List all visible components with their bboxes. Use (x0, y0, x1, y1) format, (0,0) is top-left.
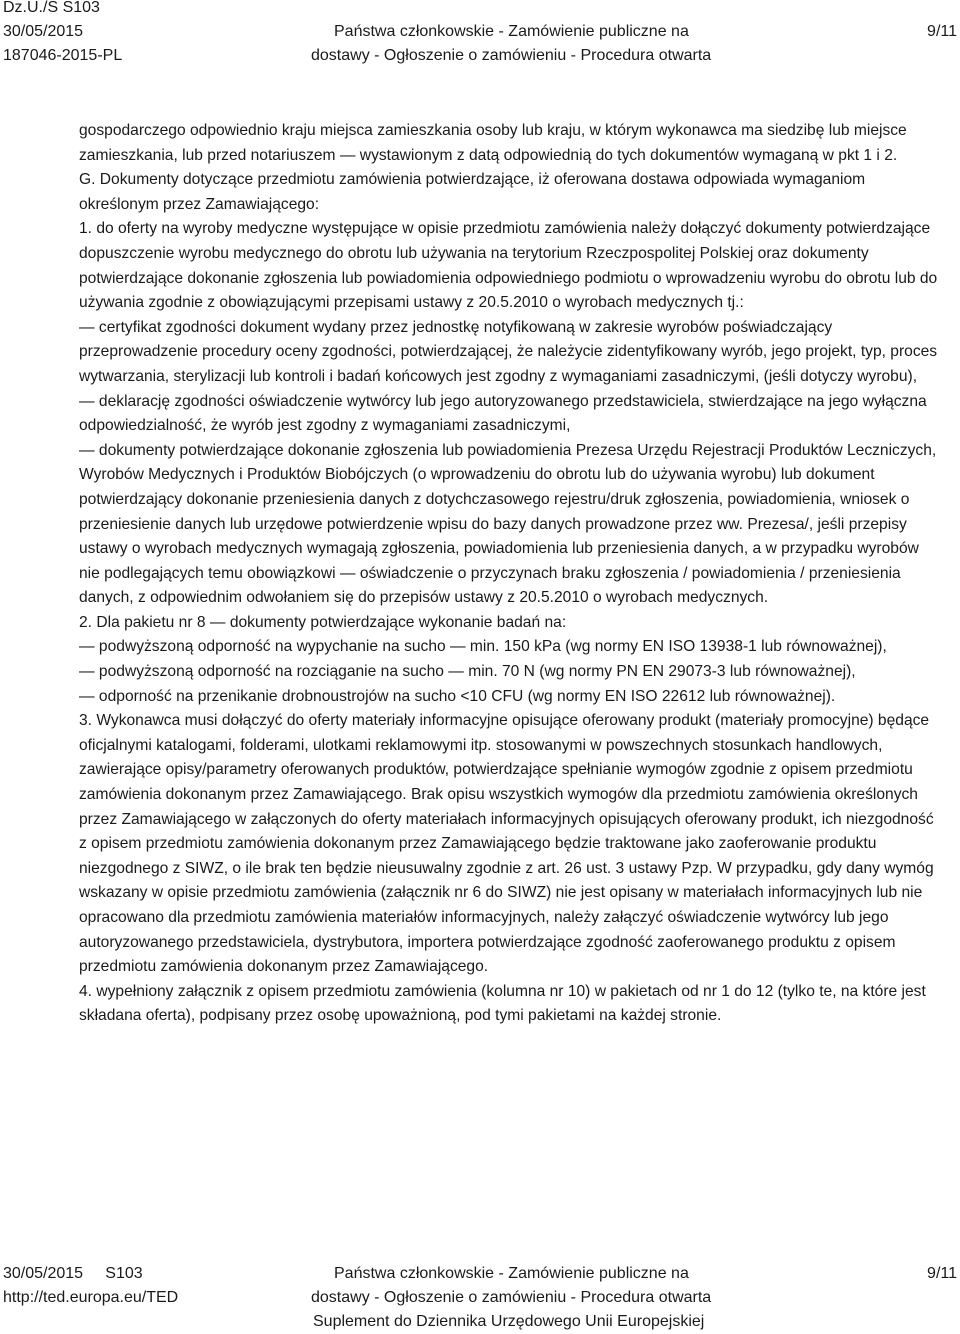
footer-title-line3: Suplement do Dziennika Urzędowego Unii Europejskiej (313, 1313, 705, 1330)
paragraph: — odporność na przenikanie drobnoustrojów na sucho <10 CFU (wg normy EN ISO 22612 lub równoważnej). (79, 687, 836, 705)
paragraph: 2. Dla pakietu nr 8 — dokumenty potwierdzające wykonanie badań na: (79, 613, 567, 631)
paragraph: — podwyższoną odporność na rozciąganie na sucho — min. 70 N (wg normy PN EN 29073-3 lub równoważnej), (79, 663, 856, 681)
footer-page-number: 9/11 (927, 1265, 957, 1282)
paragraph: — podwyższoną odporność na wypychanie na sucho — min. 150 kPa (wg normy EN ISO 13938-1 lub równoważnej), (79, 638, 887, 656)
paragraph: 3. Wykonawca musi dołączyć do oferty materiały informacyjne opisujące oferowany produkt (materiały promocyjne) będące oficjalnymi katalogami, folderami, ulotkami reklamowymi itp. stosowanymi w powszechnych stosunkach handlowych, zawierające opisy/parametry oferowanych produktów, potwierdzające spełnianie wymogów zgodnie z opisem przedmiotu zamówienia dokonanym przez Zamawiającego. Brak opisu wszystkich wymogów dla przedmiotu zamówienia określonych przez Zamawiającego w załączonych do oferty materiałach informacyjnych opisujących oferowany produkt, ich niezgodność z opisem przedmiotu zamówienia dokonanym przez Zamawiającego będzie traktowane jako zaoferowanie produktu niezgodnego z SIWZ, o ile brak ten będzie nieusuwalny zgodnie z art. 26 ust. 3 ustawy Pzp. W przypadku, gdy dany wymóg wskazany w opisie przedmiotu zamówienia (załącznik nr 6 do SIWZ) nie jest opisany w materiałach informacyjnych lub nie opracowano dla przedmiotu zamówienia materiałów informacyjnych, należy załączyć oświadczenie wytwórcy lub jego autoryzowanego przedstawiciela, dystrybutora, importera potwierdzające zgodność zaoferowanego produktu z opisem przedmiotu zamówienia dokonanym przez Zamawiającego. (79, 712, 934, 976)
footer-title-line1: Państwa członkowskie - Zamówienie publiczne na (334, 1265, 689, 1282)
paragraph: — deklarację zgodności oświadczenie wytwórcy lub jego autoryzowanego przedstawiciela, stwierdzające na jego wyłączna odpowiedzialność, że wyrób jest zgodny z wymaganiami zasadniczymi, (79, 392, 927, 435)
footer-url-link[interactable]: http://ted.europa.eu/TED (3, 1289, 179, 1306)
footer-date-section: 30/05/2015 S103 (3, 1265, 143, 1282)
paragraph: 1. do oferty na wyroby medyczne występujące w opisie przedmiotu zamówienia należy dołączyć dokumenty potwierdzające dopuszczenie wyrobu medycznego do obrotu lub używania na terytorium Rzeczpospolitej Polskiej oraz dokumenty potwierdzające dokonanie zgłoszenia lub powiadomienia odpowiedniego podmiotu o wprowadzeniu wyrobu do obrotu lub do używania zgodnie z obowiązującymi przepisami ustawy z 20.5.2010 o wyrobach medycznych tj.: (79, 220, 938, 312)
header-page-number: 9/11 (927, 23, 957, 40)
header-title-line1: Państwa członkowskie - Zamówienie publiczne na (334, 23, 689, 40)
header-ref: 187046-2015-PL (3, 47, 123, 64)
paragraph: gospodarczego odpowiednio kraju miejsca zamieszkania osoby lub kraju, w którym wykonawca ma siedzibę lub miejsce zamieszkania, lub przed notariuszem — wystawionym z datą odpowiednią do tych dokumentów wymaganą w pkt 1 i 2. (79, 122, 907, 164)
paragraph: — certyfikat zgodności dokument wydany przez jednostkę notyfikowaną w zakresie wyrobów poświadczający przeprowadzenie procedury oceny zgodności, potwierdzającej, że należycie zidentyfikowany wyrób, jego projekt, typ, proces wytwarzania, sterylizacji lub kontroli i badań końcowych jest zgodny z wymaganiami zasadniczymi, (jeśli dotyczy wyrobu), (79, 318, 938, 385)
paragraph: G. Dokumenty dotyczące przedmiotu zamówienia potwierdzające, iż oferowana dostawa odpowiada wymaganiom określonym przez Zamawiającego: (79, 171, 866, 213)
paragraph: — dokumenty potwierdzające dokonanie zgłoszenia lub powiadomienia Prezesa Urzędu Rejestracji Produktów Leczniczych, Wyrobów Medycznych i Produktów Biobójczych (o wprowadzeniu do obrotu lub do używania wyrobu) lub dokument potwierdzający dokonanie przeniesienia danych z dotychczasowego rejestru/druk zgłoszenia, powiadomienia, wniosek o przeniesienie danych lub urzędowe potwierdzenie wpisu do bazy danych prowadzone przez ww. Prezesa/, jeśli przepisy ustawy o wyrobach medycznych wymagają zgłoszenia, powiadomienia lub przeniesienia danych, a w przypadku wyrobów nie podlegających temu obowiązkowi — oświadczenie o przyczynach braku zgłoszenia / powiadomienia / przeniesienia danych, z odpowiednim odwołaniem się do przepisów ustawy z 20.5.2010 o wyrobach medycznych. (79, 441, 937, 607)
footer-title-line2: dostawy - Ogłoszenie o zamówieniu - Procedura otwarta (311, 1289, 712, 1306)
document-body (79, 119, 944, 1029)
paragraph: 4. wypełniony załącznik z opisem przedmiotu zamówienia (kolumna nr 10) w pakietach od nr 1 do 12 (tylko te, na które jest składana oferta), podpisany przez osobę upoważnioną, pod tymi pakietami na każdej stronie. (79, 982, 926, 1025)
doc-id: Dz.U./S S103 (3, 0, 100, 16)
header-title-line2: dostawy - Ogłoszenie o zamówieniu - Procedura otwarta (311, 47, 712, 64)
header-date: 30/05/2015 (3, 23, 84, 40)
